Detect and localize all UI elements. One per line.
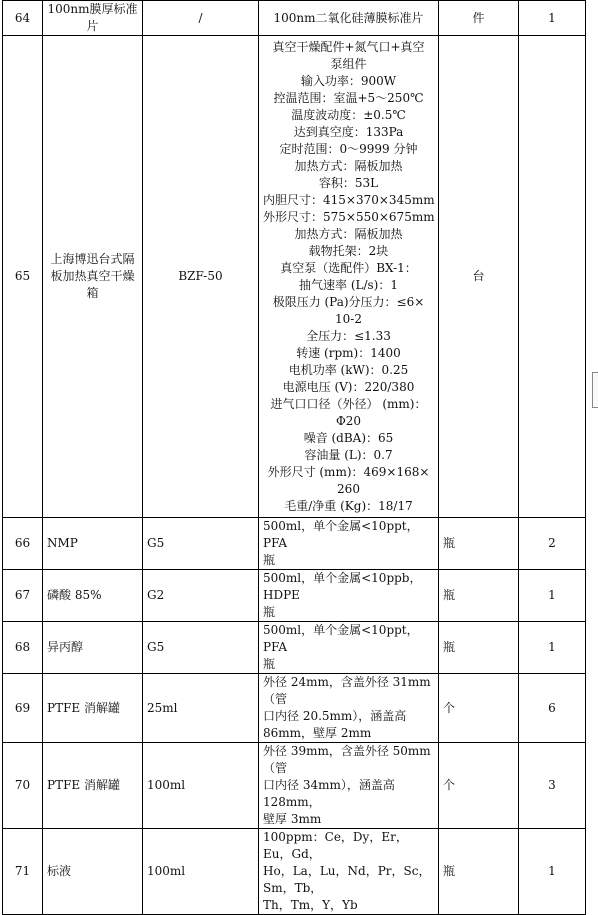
item-spec [259,518,439,570]
item-name: 上海博迅台式隔板加热真空干燥箱 [43,36,143,518]
spec-line: 温度波动度：±0.5℃ [291,107,406,122]
spec-line: 电源电压 (V)：220/380 [282,379,415,394]
item-unit: 件 [439,1,519,36]
item-qty: 1 [519,829,586,915]
item-spec [259,1,439,36]
spec-line: 壁厚 3mm [263,812,322,826]
spec-line: 500ml，单个金属<10ppb，HDPE [263,571,422,602]
spec-line: 外形尺寸：575×550×675mm [263,209,435,224]
item-spec [259,829,439,915]
spec-line: 控温范围：室温+5～250℃ [273,90,424,105]
item-qty: 6 [519,674,586,743]
item-unit: 个 [439,674,519,743]
item-name: PTFE 消解罐 [43,674,143,743]
row-number: 66 [3,518,43,570]
item-qty: 1 [519,570,586,622]
row-number: 64 [3,1,43,36]
spec-line: 10-2 [335,311,362,326]
equipment-table [2,0,586,915]
row-number: 70 [3,743,43,829]
item-model: 100ml [143,743,259,829]
item-model: BZF-50 [143,36,259,518]
spec-line: 外径 24mm，含盖外径 31mm（管 [263,675,431,706]
item-unit: 瓶 [439,622,519,674]
spec-line: 260 [337,481,360,496]
item-qty: 1 [519,622,586,674]
spec-line: 输入功率：900W [300,73,397,88]
spec-line: 加热方式：隔板加热 [294,158,403,173]
item-qty [519,36,586,518]
spec-line: 全压力：≤1.33 [306,328,391,343]
spec-line: 进气口口径（外径） (mm)： [270,396,427,411]
spec-line: 真空干燥配件+氮气口+真空 [272,39,425,54]
item-spec [259,36,439,518]
spec-line: 电机功率 (kW)：0.25 [288,362,409,377]
spec-line: 真空泵（选配件）BX-1： [280,260,417,275]
item-unit: 瓶 [439,829,519,915]
item-spec [259,622,439,674]
spec-line: Th，Tm，Y，Yb [263,898,358,912]
item-model: 100ml [143,829,259,915]
spec-line: 瓶 [263,553,276,567]
item-name: 标液 [43,829,143,915]
row-number: 65 [3,36,43,518]
spec-line: 86mm，壁厚 2mm [263,726,372,740]
row-number: 67 [3,570,43,622]
spec-line: 毛重/净重 (Kg)：18/17 [284,498,413,513]
item-model: G2 [143,570,259,622]
item-spec [259,743,439,829]
table-row [3,1,586,36]
spec-line: 载物托架：2块 [308,243,389,258]
table-row [3,570,586,622]
table-row [3,36,586,518]
spec-line: 100ppm：Ce，Dy，Er，Eu，Gd， [263,830,408,861]
spec-line: 外径 39mm，含盖外径 50mm（管 [263,744,431,775]
spec-line: 外形尺寸 (mm)：469×168× [267,464,430,479]
item-spec [259,570,439,622]
row-number: 69 [3,674,43,743]
table-row [3,743,586,829]
table-row [3,674,586,743]
spec-line: 达到真空度：133Pa [293,124,404,139]
spec-line: 容积：53L [318,175,379,190]
spec-line: Φ20 [335,413,362,428]
item-unit: 瓶 [439,570,519,622]
spec-line: 内胆尺寸：415×370×345mm [263,192,435,207]
item-model: / [143,1,259,36]
spec-line: 噪音 (dBA)：65 [303,430,394,445]
spec-line: 容油量 (L)：0.7 [304,447,393,462]
spec-line: 口内径 34mm），涵盖高 128mm， [263,778,395,809]
row-number: 68 [3,622,43,674]
spec-line: 瓶 [263,605,276,619]
item-name: 异丙醇 [43,622,143,674]
item-qty: 2 [519,518,586,570]
item-spec [259,674,439,743]
table-row [3,622,586,674]
item-name: 磷酸 85% [43,570,143,622]
item-unit: 台 [439,36,519,518]
spec-line: 抽气速率 (L/s)：1 [299,277,398,292]
spec-line: 加热方式：隔板加热 [294,226,403,241]
item-qty: 3 [519,743,586,829]
side-scroll-handle[interactable] [592,372,598,408]
item-model: 25ml [143,674,259,743]
table-row [3,518,586,570]
item-unit: 瓶 [439,518,519,570]
spec-line: 泵组件 [330,56,367,71]
spec-line: 100nm二氧化硅薄膜标准片 [273,10,424,25]
table-row [3,829,586,915]
item-name: NMP [43,518,143,570]
spec-line: 500ml，单个金属<10ppt，PFA [263,623,419,654]
spec-line: 转速 (rpm)：1400 [296,345,401,360]
item-name: 100nm膜厚标准片 [43,1,143,36]
spec-line: 瓶 [263,657,276,671]
item-unit: 个 [439,743,519,829]
item-qty: 1 [519,1,586,36]
spec-line: 极限压力 (Pa)分压力：≤6× [272,294,425,309]
row-number: 71 [3,829,43,915]
spec-line: Ho，La，Lu，Nd，Pr，Sc，Sm，Tb， [263,864,431,895]
spec-line: 定时范围：0～9999 分钟 [279,141,418,156]
item-name: PTFE 消解罐 [43,743,143,829]
item-model: G5 [143,622,259,674]
spec-line: 口内径 20.5mm），涵盖高 [263,709,407,723]
spec-line: 500ml，单个金属<10ppt，PFA [263,519,419,550]
item-model: G5 [143,518,259,570]
